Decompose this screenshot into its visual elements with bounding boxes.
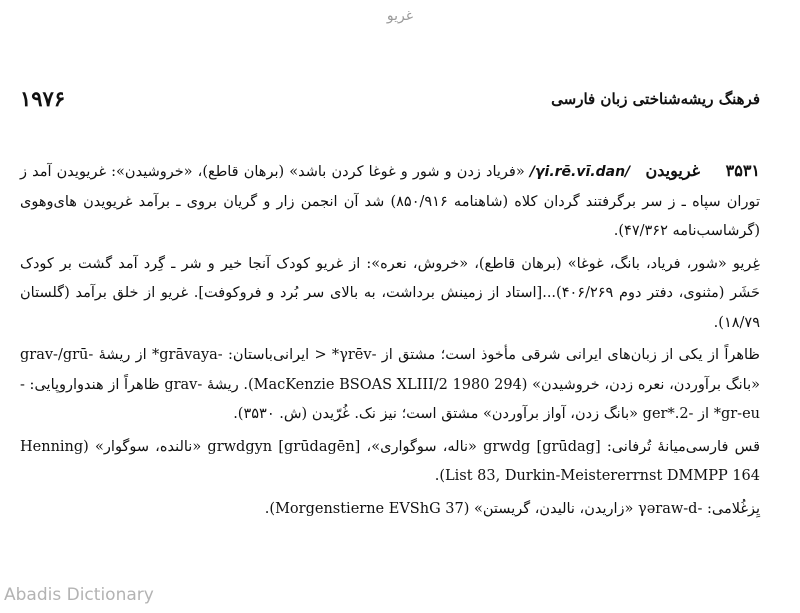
book-title: فرهنگ ریشه‌شناختی زبان فارسی [551, 90, 760, 108]
entry-paragraph-1 [20, 156, 760, 247]
entry-paragraph-5: یِزغُلامی: -γəraw-d «زاریدن، نالیدن، گریستن» (Morgenstierne EVShG 37). [264, 500, 760, 517]
entry-paragraph-3: ظاهراً از یکی از زبان‌های ایرانی شرقی مأخوذ است؛ مشتق از -γrēv* < ایرانی‌باستان: -grāvaya* از ریشهٔ -grav-/grū «بانگ برآوردن، نعره زدن، خروشیدن» (MacKenzie BSOAS XLIII/2 1980 294). ریشهٔ -grav ظاهراً از هندواروپایی: -gr-eu* از -2.*ger «بانگ زدن، آواز برآوردن» مشتق است؛ نیز نک. غُرّیدن (ش. ۳۵۳۰). [20, 347, 760, 422]
running-header [20, 86, 760, 112]
entry-headword: غریویدن [645, 161, 701, 180]
watermark: Abadis Dictionary [4, 585, 154, 605]
entry-paragraph-2: غِریو «شور، فریاد، بانگ، غوغا» (برهان قاطع)، «خروش، نعره»: از غریو کودک آنجا خیر و شر ـ گِرد آمد گشت بر کودک حَشَر (مثنوی، دفتر دوم ۴۰۶/۲۶۹)...[استاد از زمینش برداشت، به بالای سر بُرد و فروکوفت]. غریو از خلق برآمد (گلستان ۱۸/۷۹). [20, 255, 760, 331]
entry-paragraph-4: قس فارسی‌میانهٔ تُرفانی: grwdg [grūdag] «ناله، سوگواری»، grwdgyn [grūdagēn] «نالنده، سوگوار» (Henning List 83, Durkin-Meistererrnst DMMPP 164). [20, 438, 761, 484]
entry-transcription: /γi.rē.vī.dan/ [529, 164, 631, 180]
entry-number: ۳۵۳۱ [725, 161, 761, 180]
page-number: ۱۹۷۶ [20, 86, 66, 111]
entry-text-1: «فریاد زدن و شور و غوغا کردن باشد» (برهان قاطع)، «خروشیدن»: غریویدن آمد ز توران سپاه ـ ز سر برگرفتند گردان کلاه (شاهنامه ۸۵۰/۹۱۶) شد آن انجمن زار و گریان بروی ـ برآمد غریویدن های‌وهوی (گرشاسب‌نامه ۴۷/۳۶۲). [20, 164, 760, 239]
dictionary-entry [20, 156, 760, 524]
page-title: غریو [386, 8, 414, 24]
